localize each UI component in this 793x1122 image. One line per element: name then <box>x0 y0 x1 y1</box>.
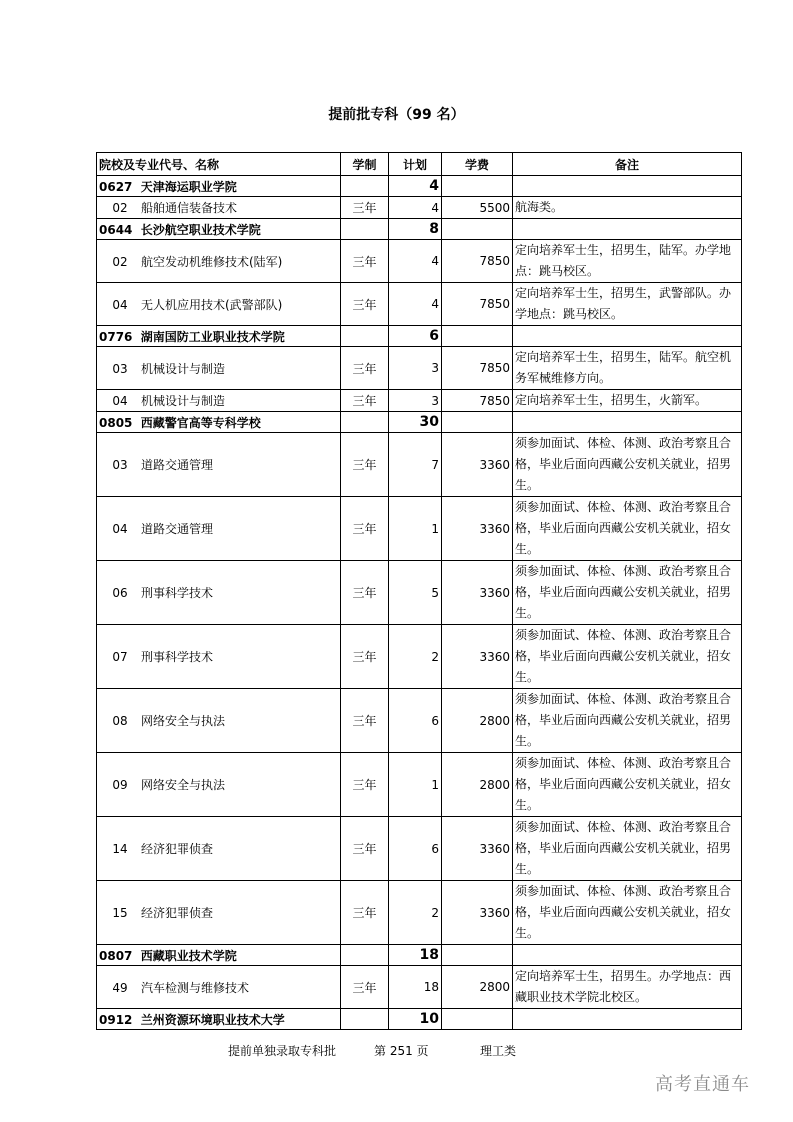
major-cell <box>97 390 341 412</box>
school-plan: 8 <box>389 219 442 240</box>
major-code: 02 <box>112 254 128 269</box>
footer-batch: 提前单独录取专科批 <box>228 1044 337 1058</box>
major-cell <box>97 240 341 283</box>
major-note: 航海类。 <box>513 197 742 219</box>
major-code: 03 <box>112 458 128 472</box>
major-name: 经济犯罪侦查 <box>141 842 214 856</box>
major-plan: 18 <box>389 966 442 1009</box>
major-cell <box>97 966 341 1009</box>
major-fee: 7850 <box>442 347 513 390</box>
table-header-row <box>97 153 742 176</box>
school-name: 西藏职业技术学院 <box>140 948 237 963</box>
major-years: 三年 <box>341 197 389 219</box>
school-cell <box>97 945 341 966</box>
major-row <box>97 347 742 390</box>
major-years: 三年 <box>341 561 389 625</box>
major-cell <box>97 625 341 689</box>
major-years: 三年 <box>341 881 389 945</box>
major-note: 须参加面试、体检、体测、政治考察且合格，毕业后面向西藏公安机关就业，招女生。 <box>513 753 742 817</box>
major-cell <box>97 561 341 625</box>
school-fee <box>442 945 513 966</box>
school-fee <box>442 1009 513 1030</box>
school-note <box>513 219 742 240</box>
header-name: 院校及专业代号、名称 <box>97 153 341 176</box>
major-code: 09 <box>112 778 128 792</box>
major-name: 船舶通信装备技术 <box>141 201 238 215</box>
school-code: 0627 <box>99 179 133 194</box>
major-name: 刑事科学技术 <box>141 586 214 600</box>
school-years <box>341 412 389 433</box>
major-name: 无人机应用技术(武警部队) <box>141 297 283 312</box>
major-cell <box>97 689 341 753</box>
major-row <box>97 497 742 561</box>
major-code: 49 <box>112 980 128 995</box>
major-fee: 3360 <box>442 433 513 497</box>
major-note: 定向培养军士生，招男生，武警部队。办学地点：跳马校区。 <box>513 283 742 326</box>
major-cell <box>97 753 341 817</box>
major-fee: 2800 <box>442 753 513 817</box>
major-row <box>97 390 742 412</box>
major-cell <box>97 497 341 561</box>
major-years: 三年 <box>341 753 389 817</box>
major-row <box>97 561 742 625</box>
major-row <box>97 433 742 497</box>
major-fee: 3360 <box>442 561 513 625</box>
major-note: 须参加面试、体检、体测、政治考察且合格，毕业后面向西藏公安机关就业，招男生。 <box>513 817 742 881</box>
school-name: 湖南国防工业职业技术学院 <box>140 329 285 344</box>
major-name: 机械设计与制造 <box>141 361 226 376</box>
school-fee <box>442 176 513 197</box>
school-note <box>513 412 742 433</box>
major-name: 经济犯罪侦查 <box>141 906 214 920</box>
major-row <box>97 625 742 689</box>
school-name: 西藏警官高等专科学校 <box>140 415 261 430</box>
major-years: 三年 <box>341 240 389 283</box>
major-plan: 2 <box>389 881 442 945</box>
school-plan: 4 <box>389 176 442 197</box>
major-plan: 3 <box>389 347 442 390</box>
major-years: 三年 <box>341 433 389 497</box>
major-code: 08 <box>112 714 128 728</box>
school-code: 0912 <box>99 1012 133 1027</box>
school-cell <box>97 219 341 240</box>
major-row <box>97 240 742 283</box>
header-years: 学制 <box>341 153 389 176</box>
major-cell <box>97 283 341 326</box>
school-years <box>341 945 389 966</box>
school-code: 0805 <box>99 415 133 430</box>
major-fee: 3360 <box>442 497 513 561</box>
major-code: 04 <box>112 522 128 536</box>
major-code: 03 <box>112 361 128 376</box>
header-plan: 计划 <box>389 153 442 176</box>
major-fee: 3360 <box>442 817 513 881</box>
major-years: 三年 <box>341 966 389 1009</box>
school-name: 兰州资源环境职业技术大学 <box>140 1012 285 1027</box>
school-name: 天津海运职业学院 <box>140 179 237 194</box>
school-cell <box>97 412 341 433</box>
school-years <box>341 219 389 240</box>
school-note <box>513 176 742 197</box>
major-fee: 2800 <box>442 966 513 1009</box>
major-plan: 5 <box>389 561 442 625</box>
major-name: 汽车检测与维修技术 <box>141 980 250 995</box>
school-code: 0807 <box>99 948 133 963</box>
major-row <box>97 966 742 1009</box>
major-years: 三年 <box>341 283 389 326</box>
major-name: 网络安全与执法 <box>141 778 226 792</box>
major-years: 三年 <box>341 817 389 881</box>
major-row <box>97 817 742 881</box>
school-years <box>341 326 389 347</box>
school-cell <box>97 1009 341 1030</box>
major-name: 机械设计与制造 <box>141 394 226 408</box>
major-code: 06 <box>112 586 128 600</box>
major-row <box>97 881 742 945</box>
major-years: 三年 <box>341 689 389 753</box>
major-code: 04 <box>112 297 128 312</box>
major-plan: 4 <box>389 283 442 326</box>
school-code: 0644 <box>99 222 133 237</box>
major-years: 三年 <box>341 347 389 390</box>
major-fee: 7850 <box>442 283 513 326</box>
school-fee <box>442 412 513 433</box>
school-cell <box>97 176 341 197</box>
major-code: 15 <box>112 906 128 920</box>
footer-category: 理工类 <box>480 1044 517 1058</box>
major-years: 三年 <box>341 625 389 689</box>
footer-page: 第 251 页 <box>374 1044 429 1058</box>
major-code: 02 <box>112 201 128 215</box>
major-note: 须参加面试、体检、体测、政治考察且合格，毕业后面向西藏公安机关就业，招女生。 <box>513 881 742 945</box>
major-fee: 5500 <box>442 197 513 219</box>
major-note: 定向培养军士生，招男生，火箭军。 <box>513 390 742 412</box>
school-row <box>97 1009 742 1030</box>
school-code: 0776 <box>99 329 133 344</box>
major-note: 须参加面试、体检、体测、政治考察且合格，毕业后面向西藏公安机关就业，招男生。 <box>513 433 742 497</box>
major-note: 定向培养军士生，招男生。办学地点：西藏职业技术学院北校区。 <box>513 966 742 1009</box>
school-plan: 6 <box>389 326 442 347</box>
major-note: 定向培养军士生，招男生，陆军。办学地点：跳马校区。 <box>513 240 742 283</box>
major-plan: 3 <box>389 390 442 412</box>
major-cell <box>97 197 341 219</box>
major-plan: 4 <box>389 240 442 283</box>
major-plan: 1 <box>389 753 442 817</box>
school-note <box>513 945 742 966</box>
major-cell <box>97 881 341 945</box>
header-note: 备注 <box>513 153 742 176</box>
major-years: 三年 <box>341 497 389 561</box>
school-fee <box>442 219 513 240</box>
page-title: 提前批专科（99 名） <box>328 107 465 123</box>
major-name: 航空发动机维修技术(陆军) <box>141 254 283 269</box>
major-plan: 2 <box>389 625 442 689</box>
major-plan: 7 <box>389 433 442 497</box>
watermark: 高考直通车 <box>655 1074 750 1095</box>
major-row <box>97 689 742 753</box>
major-code: 04 <box>112 394 128 408</box>
major-note: 须参加面试、体检、体测、政治考察且合格，毕业后面向西藏公安机关就业，招女生。 <box>513 497 742 561</box>
major-plan: 1 <box>389 497 442 561</box>
major-fee: 2800 <box>442 689 513 753</box>
major-row <box>97 197 742 219</box>
school-row <box>97 176 742 197</box>
school-fee <box>442 326 513 347</box>
major-cell <box>97 817 341 881</box>
school-note <box>513 326 742 347</box>
school-name: 长沙航空职业技术学院 <box>140 222 261 237</box>
school-note <box>513 1009 742 1030</box>
school-cell <box>97 326 341 347</box>
school-plan: 30 <box>389 412 442 433</box>
school-row <box>97 219 742 240</box>
major-name: 网络安全与执法 <box>141 714 226 728</box>
major-plan: 4 <box>389 197 442 219</box>
major-fee: 7850 <box>442 240 513 283</box>
major-note: 须参加面试、体检、体测、政治考察且合格，毕业后面向西藏公安机关就业，招男生。 <box>513 689 742 753</box>
school-row <box>97 326 742 347</box>
major-cell <box>97 347 341 390</box>
school-row <box>97 945 742 966</box>
major-row <box>97 283 742 326</box>
major-name: 道路交通管理 <box>141 458 214 472</box>
header-fee: 学费 <box>442 153 513 176</box>
school-row <box>97 412 742 433</box>
major-fee: 3360 <box>442 625 513 689</box>
major-code: 07 <box>112 650 128 664</box>
major-note: 定向培养军士生，招男生，陆军。航空机务军械维修方向。 <box>513 347 742 390</box>
major-name: 刑事科学技术 <box>141 650 214 664</box>
admission-table <box>96 152 742 1030</box>
major-name: 道路交通管理 <box>141 522 214 536</box>
major-years: 三年 <box>341 390 389 412</box>
major-plan: 6 <box>389 689 442 753</box>
major-row <box>97 753 742 817</box>
school-plan: 18 <box>389 945 442 966</box>
major-note: 须参加面试、体检、体测、政治考察且合格，毕业后面向西藏公安机关就业，招男生。 <box>513 561 742 625</box>
major-plan: 6 <box>389 817 442 881</box>
major-note: 须参加面试、体检、体测、政治考察且合格，毕业后面向西藏公安机关就业，招女生。 <box>513 625 742 689</box>
table-body <box>97 176 742 1030</box>
school-plan: 10 <box>389 1009 442 1030</box>
major-code: 14 <box>112 842 128 856</box>
major-fee: 7850 <box>442 390 513 412</box>
school-years <box>341 1009 389 1030</box>
school-years <box>341 176 389 197</box>
major-fee: 3360 <box>442 881 513 945</box>
major-cell <box>97 433 341 497</box>
